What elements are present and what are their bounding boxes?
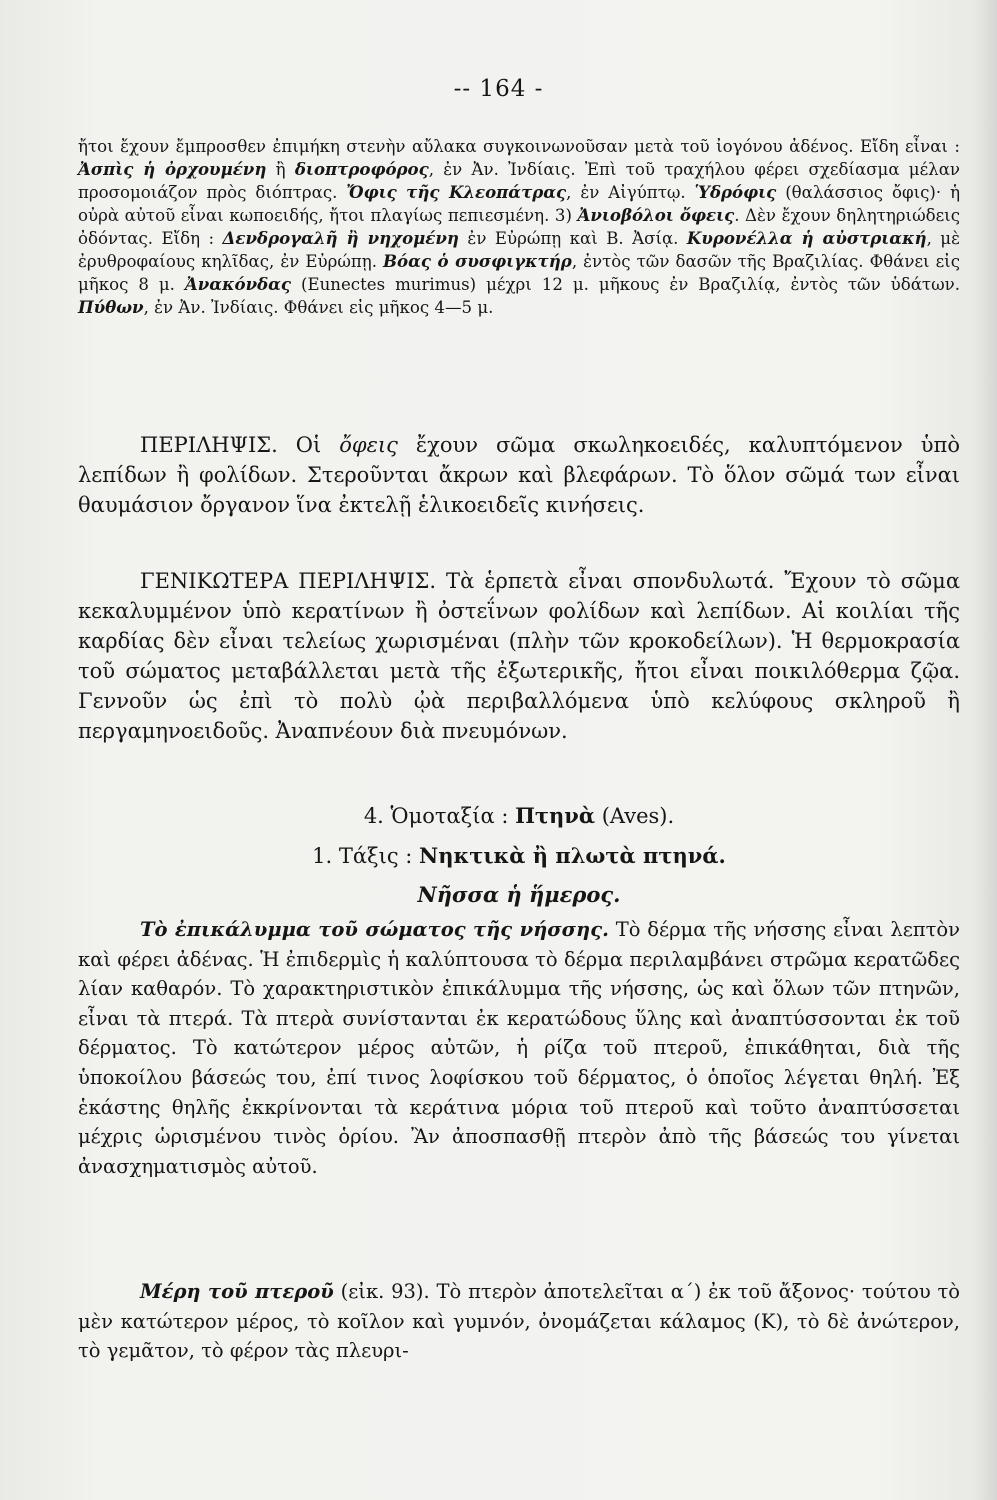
summary-text: ΠΕΡΙΛΗΨΙΣ. Οἱ ὄφεις ἔχουν σῶμα σκωληκοειδές, καλυπτόμενον ὑπὸ λεπίδων ἢ φολίδων. Στεροῦνται ἄκρων καὶ βλεφάρων. Τὸ ὅλον σῶμά των εἶναι θαυμάσιον ὄργανον ἵνα ἐκτελῇ ἑλικοειδεῖς κινήσεις. xyxy=(78,433,960,517)
page-edge-shadow xyxy=(975,0,997,1500)
covering-paragraph xyxy=(78,915,960,1181)
species-heading: Νῆσσα ἡ ἥμερος. xyxy=(417,882,621,907)
order-heading: 1. Τάξις : Νηκτικὰ ἢ πλωτὰ πτηνά. xyxy=(312,843,726,868)
feather-parts-paragraph xyxy=(78,1277,960,1366)
species-text: ἤτοι ἔχουν ἔμπροσθεν ἐπιμήκη στενὴν αὔλακα συγκοινωνοῦσαν μετὰ τοῦ ἰογόνου ἀδένος. Εἴδη εἶναι : Ἀσπὶς ἡ ὀρχουμένη ἢ διοπτροφόρος, ἐν Ἀν. Ἰνδίαις. Ἐπὶ τοῦ τραχήλου φέρει σχεδίασμα μέλαν προσομοιάζον πρὸς διόπτρας. Ὄφις τῆς Κλεοπάτρας, ἐν Αἰγύπτῳ. Ὑδρόφις (θαλάσσιος ὄφις)· ἡ οὐρὰ αὐτοῦ εἶναι κωποειδής, ἤτοι πλαγίως πεπιεσμένη. 3) Ἀνιοβόλοι ὄφεις. Δὲν ἔχουν δηλητηριώδεις ὀδόντας. Εἴδη : Δενδρογαλῆ ἢ νηχομένη ἐν Εὐρώπῃ καὶ Β. Ἀσίᾳ. Κυρονέλλα ἡ αὐστριακή, μὲ ἐρυθροφαίους κηλῖδας, ἐν Εὐρώπῃ. Βόας ὁ συσφιγκτήρ, ἐντὸς τῶν δασῶν τῆς Βραζιλίας. Φθάνει εἰς μῆκος 8 μ. Ἀνακόνδας (Eunectes murimus) μέχρι 12 μ. μῆκους ἐν Βραζιλίᾳ, ἐντὸς τῶν ὑδάτων. Πύθων, ἐν Ἀν. Ἰνδίαις. Φθάνει εἰς μῆκος 4—5 μ. xyxy=(78,137,961,317)
page-number: -- 164 - xyxy=(453,76,544,102)
class-heading: 4. Ὁμοταξία : Πτηνὰ (Aves). xyxy=(363,803,675,828)
snake-species-paragraph xyxy=(78,135,960,319)
general-summary-paragraph xyxy=(78,566,960,746)
covering-text: Τὸ ἐπικάλυμμα τοῦ σώματος τῆς νήσσης. Τὸ δέρμα τῆς νήσσης εἶναι λεπτὸν καὶ φέρει ἀδένας. Ἡ ἐπιδερμὶς ἡ καλύπτουσα τὸ δέρμα περιλαμβάνει στρῶμα κερατῶδες λίαν καθαρόν. Τὸ χαρακτηριστικὸν ἐπικάλυμμα τῆς νήσσης, ὡς καὶ ὅλων τῶν πτηνῶν, εἶναι τὰ πτερά. Τὰ πτερὰ συνίστανται ἐκ κερατώδους ὕλης καὶ ἀναπτύσσονται ἐκ τοῦ δέρματος. Τὸ κατώτερον μέρος αὐτῶν, ἡ ρίζα τοῦ πτεροῦ, ἐπικάθηται, διὰ τῆς ὑποκοίλου βάσεώς του, ἐπί τινος λοφίσκου τοῦ δέρματος, ὁ ὁποῖος λέγεται θηλή. Ἐξ ἑκάστης θηλῆς ἐκκρίνονται τὰ κεράτινα μόρια τοῦ πτεροῦ καὶ τοῦτο ἀναπτύσσεται μέχρις ὡρισμένου τινὸς ὁρίου. Ἂν ἀποσπασθῇ πτερὸν ἀπὸ τῆς βάσεώς του γίνεται ἀνασχηματισμὸς αὐτοῦ. xyxy=(78,918,960,1178)
general-summary-text: ΓΕΝΙΚΩΤΕΡΑ ΠΕΡΙΛΗΨΙΣ. Τὰ ἑρπετὰ εἶναι σπονδυλωτά. Ἔχουν τὸ σῶμα κεκαλυμμένον ὑπὸ κερατίνων ἢ ὀστεΐνων φολίδων καὶ λεπίδων. Αἱ κοιλίαι τῆς καρδίας δὲν εἶναι τελείως χωρισμέναι (πλὴν τῶν κροκοδείλων). Ἡ θερμοκρασία τοῦ σώματος μεταβάλλεται μετὰ τῆς ἐξωτερικῆς, ἤτοι εἶναι ποικιλόθερμα ζῷα. Γεννοῦν ὡς ἐπὶ τὸ πολὺ ᾠὰ περιβαλλόμενα ὑπὸ κελύφους σκληροῦ ἢ περγαμηνοειδοῦς. Ἀναπνέουν διὰ πνευμόνων. xyxy=(78,569,961,743)
feather-parts-text: Μέρη τοῦ πτεροῦ (εἰκ. 93). Τὸ πτερὸν ἀποτελεῖται α΄) ἐκ τοῦ ἄξονος· τούτου τὸ μὲν κατώτερον μέρος, τὸ κοῖλον καὶ γυμνόν, ὀνομάζεται κάλαμος (Κ), τὸ δὲ ἀνώτερον, τὸ γεμᾶτον, τὸ φέρον τὰς πλευρι- xyxy=(78,1280,960,1363)
summary-paragraph xyxy=(78,430,960,520)
